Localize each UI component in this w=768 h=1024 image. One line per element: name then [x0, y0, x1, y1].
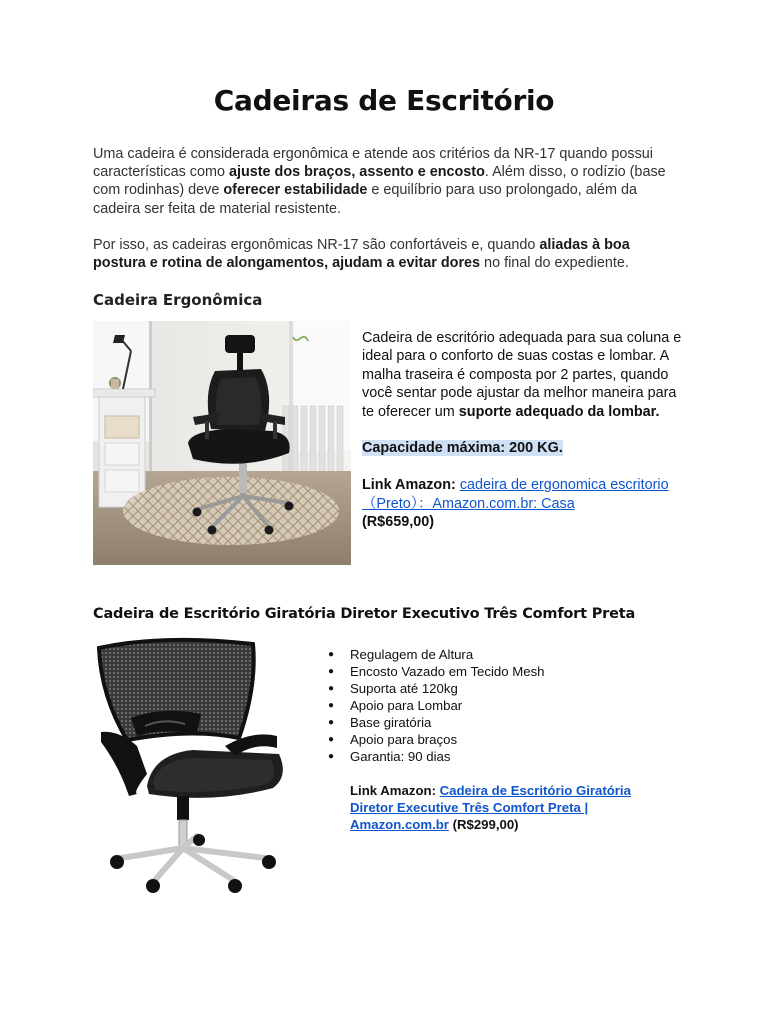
product-2-price: (R$299,00) — [452, 817, 519, 832]
feature-item: ● Apoio para braços — [328, 731, 545, 748]
intro-1-text-c: e equilíbrio para uso prolongado, além da cadeira ser feita de material resistente. — [93, 182, 637, 217]
swivel-chair-photo — [93, 636, 295, 898]
product-1-price: (R$659,00) — [362, 514, 434, 531]
product-1-heading: Cadeira Ergonômica — [93, 291, 263, 309]
intro-1-text-b: . Além disso, o rodízio (base com rodinhas) deve — [93, 164, 666, 199]
product-2-heading: Cadeira de Escritório Giratória Diretor Executivo Três Comfort Preta — [93, 606, 636, 622]
feature-item: ● Base giratória — [328, 714, 545, 731]
product-1-capacity: Capacidade máxima: 200 KG. — [362, 440, 563, 457]
page-title: Cadeiras de Escritório — [213, 84, 555, 117]
feature-item: ● Suporta até 120kg — [328, 680, 545, 697]
product-2-link-label: Link Amazon: — [350, 783, 436, 798]
product-1-desc-text: Cadeira de escritório adequada para sua coluna e ideal para o conforto de suas costas e lombar. A malha traseira é composta por 2 partes, quando você sentar pode ajustar da melhor maneira para te oferecer um — [362, 330, 682, 420]
product-1-capacity-line — [362, 439, 682, 457]
intro-1-bold-b: oferecer estabilidade — [223, 182, 368, 199]
product-1-desc-bold: suporte adequado da lombar. — [458, 403, 660, 420]
intro-1-bold-a: ajuste dos braços, assento e encosto — [228, 164, 485, 181]
product-1-link-paragraph — [362, 476, 682, 531]
product-1-description — [362, 329, 682, 550]
product-2-link-block — [350, 782, 670, 833]
intro-2-text-a: Por isso, as cadeiras ergonômicas NR-17 são confortáveis e, quando — [93, 237, 540, 253]
feature-item: ● Encosto Vazado em Tecido Mesh — [328, 663, 545, 680]
intro-2-bold: aliadas à boa postura e rotina de alongamentos, ajudam a evitar dores — [93, 237, 630, 272]
feature-item: ● Apoio para Lombar — [328, 697, 545, 714]
product-1-link-label: Link Amazon: — [362, 477, 456, 494]
feature-item: ● Regulagem de Altura — [328, 646, 545, 663]
intro-1-text-a: Uma cadeira é considerada ergonômica e atende aos critérios da NR-17 quando possui características como — [93, 146, 653, 181]
ergonomic-chair-photo — [93, 321, 351, 565]
product-1-amazon-link[interactable]: cadeira de ergonomica escritorio（Preto）：Amazon.com.br: Casa — [362, 477, 669, 512]
product-1-image — [93, 321, 351, 565]
product-2-image — [93, 636, 295, 898]
product-2-amazon-link[interactable]: Cadeira de Escritório Giratória Diretor Executive Três Comfort Preta | Amazon.com.br — [350, 783, 631, 832]
product-1-desc-paragraph — [362, 329, 682, 421]
intro-paragraph-2 — [93, 236, 683, 272]
intro-2-text-b: no final do expediente. — [480, 255, 629, 272]
intro-paragraph-1 — [93, 145, 683, 218]
product-2-features-list — [328, 646, 545, 765]
feature-item: ● Garantia: 90 dias — [328, 748, 545, 765]
